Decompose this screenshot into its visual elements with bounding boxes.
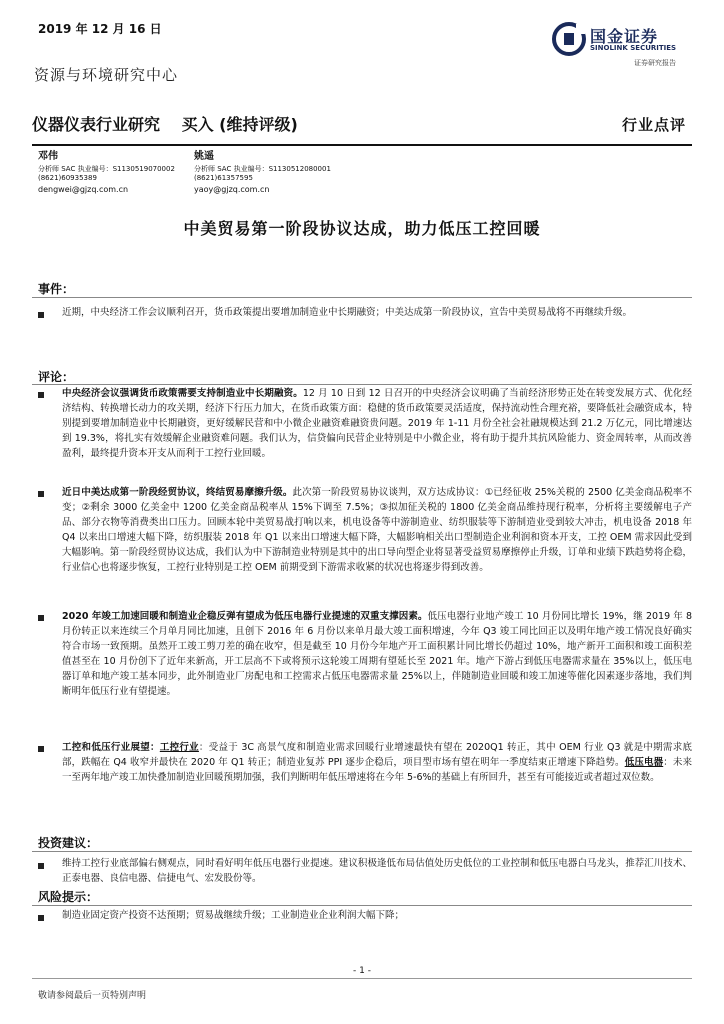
- comment-para-4: [62, 740, 692, 785]
- event-text: 近期，中央经济工作会议顺利召开，货币政策提出要增加制造业中长期融资；中美达成第一阶段协议，宣告中美贸易战将不再继续升级。: [62, 307, 633, 318]
- para-lead: 中央经济会议强调货币政策需要支持制造业中长期融资。: [62, 388, 303, 399]
- analyst-cert: 分析师 SAC 执业编号：S1130519070002: [38, 165, 175, 173]
- risk-title: 风险提示：: [38, 890, 99, 904]
- analyst-phone: (8621)60935389: [38, 174, 97, 182]
- report-type: 行业点评: [621, 116, 686, 134]
- comment-title: 评论：: [38, 370, 75, 384]
- comment-para-1: [62, 386, 692, 461]
- comment-para-3: [62, 609, 692, 699]
- analyst-email[interactable]: dengwei@gjzq.com.cn: [38, 185, 129, 194]
- para-sub-lead: 工控行业: [159, 742, 199, 753]
- bullet-icon: [38, 615, 44, 621]
- analyst-1: [38, 152, 175, 194]
- title-divider: [32, 144, 692, 146]
- analyst-2: [194, 152, 331, 194]
- logo-mark-icon: [552, 22, 586, 56]
- logo-chinese: 国金证券: [590, 27, 659, 46]
- invest-title: 投资建议：: [38, 836, 99, 850]
- logo-subtitle: 证券研究报告: [634, 59, 676, 67]
- para-body: 低压电器行业地产竣工 10 月份同比增长 19%，继 2019 年 8 月份转正以来连续三个月单月同比加速，且创下 2016 年 6 月份以来单月最大竣工面积增速，今年 Q3 竣工同比回正以及明年地产竣工情况良好确实符合市场一致预期。虽然开工竣工剪刀差的确在收窄，但是截至 10 月份今年地产开工面积累计同比增长仍超过 10%，地产新开工面积和竣工面积差值甚至在 10 月份创下了近年来新高，开工层高不下或将预示这轮竣工周期有望延长至 2021 年。地产下游占到低压电器需求量在 35%以上，低压电器订单和地产竣工基本同步，此外制造业厂房配电和工控需求占低压电器需求量 25%以上，伴随制造业回暖和竣工加速等催化因素逐步落地，我们判断明年低压行业有望提速。: [62, 611, 692, 697]
- analyst-email[interactable]: yaoy@gjzq.com.cn: [194, 185, 270, 194]
- page-number: - 1 -: [340, 966, 384, 976]
- section-divider: [32, 384, 692, 385]
- section-divider: [32, 905, 692, 906]
- analyst-cert: 分析师 SAC 执业编号：S1130512080001: [194, 165, 331, 173]
- para-body: ：未来一至两年地产竣工加快叠加制造业回暖预期加强，我们判断明年低压增速将在今年 5-6%的基础上有所回升，甚至有可能接近或者超过双位数。: [62, 757, 692, 783]
- company-logo: [552, 22, 702, 68]
- section-divider: [32, 297, 692, 298]
- logo-english: SINOLINK SECURITIES: [590, 44, 677, 52]
- analyst-phone: (8621)61357595: [194, 174, 253, 182]
- section-divider: [32, 851, 692, 852]
- bullet-icon: [38, 863, 44, 869]
- comment-para-2: [62, 485, 692, 575]
- risk-text: 制造业固定资产投资不达预期；贸易战继续升级；工业制造业企业利润大幅下降；: [62, 910, 405, 921]
- footer-divider: [32, 978, 692, 979]
- bullet-icon: [38, 312, 44, 318]
- bullet-icon: [38, 746, 44, 752]
- para-lead: 近日中美达成第一阶段经贸协议，终结贸易摩擦升级。: [62, 487, 293, 498]
- para-sub-lead: 低压电器: [624, 757, 664, 768]
- bullet-icon: [38, 392, 44, 398]
- industry-rating: 仪器仪表行业研究 买入 (维持评级): [32, 115, 298, 134]
- para-lead: 2020 年竣工加速回暖和制造业企稳反弹有望成为低压电器行业提速的双重支撑因素。: [62, 611, 428, 622]
- para-body: ：受益于 3C 高景气度和制造业需求回暖行业增速最快有望在 2020Q1 转正，其中 OEM 行业 Q3 就是中期需求底部，跌幅在 Q4 收窄并最快在 2020 年 Q1 转正；制造业复苏 PPI 逐步企稳后，项目型市场有望在明年一季度结束正增速下降趋势。: [62, 742, 692, 768]
- report-headline: 中美贸易第一阶段协议达成，助力低压工控回暖: [183, 219, 541, 238]
- para-lead: 工控和低压行业展望：: [62, 742, 160, 753]
- research-center: 资源与环境研究中心: [34, 66, 179, 84]
- report-date: 2019 年 12 月 16 日: [38, 22, 162, 36]
- para-body: 此次第一阶段贸易协议谈判，双方达成协议：①已经征收 25%关税的 2500 亿美金商品税率不变；②剩余 3000 亿美金中 1200 亿美金商品税率从 15%下调至 7.5%；③拟加征关税的 1800 亿美金商品维持现行税率，分析将主要缓解电子产品、部分衣物等消费类出口压力。回顾本轮中美贸易战打响以来，机电设备等中游制造业、纺织服装等下游制造业受到较大冲击，机电设备 2018 年 Q4 以来出口增速大幅下降，纺织服装 2018 年 Q1 以来出口增速大幅下降，大幅影响相关出口型制造企业利润和资本开支，工控 OEM 需求因此受到大幅影响。第一阶段经贸协议达成，我们认为中下游制造业特别是其中的出口导向型企业将显著受益贸易摩擦停止升级，订单和业绩下跌趋势将企稳，行业信心也将逐步恢复，工控行业特别是工控 OEM 前期受到下游需求收紧的状况也将逐步得到改善。: [62, 487, 692, 573]
- event-title: 事件：: [38, 282, 75, 296]
- analyst-name: 姚遥: [194, 151, 214, 162]
- bullet-icon: [38, 915, 44, 921]
- disclaimer-note: 敬请参阅最后一页特别声明: [38, 991, 147, 1001]
- bullet-icon: [38, 491, 44, 497]
- para-body: 12 月 10 日到 12 日召开的中央经济会议明确了当前经济形势正处在转变发展方式、优化经济结构、转换增长动力的攻关期，经济下行压力加大，在货币政策方面：稳健的货币政策要灵活适度，保持流动性合理充裕，要降低社会融资成本，特别提到要增加制造业中长期融资，更好缓解民营和中小微企业融资难融资贵问题。2019 年 1-11 月份全社会社融规模达到 21.2 万亿元，同比增速达到 19.3%，将扎实有效缓解企业融资难问题。我们认为，信贷偏向民营企业特别是中小微企业，将有助于提升其抗风险能力、资金周转率，从而改善盈利，最终提升资本开支从而利于工控行业回暖。: [62, 388, 692, 459]
- invest-text: 维持工控行业底部偏右侧观点，同时看好明年低压电器行业提速。建议积极逢低布局估值处历史低位的工业控制和低压电器白马龙头，推荐汇川技术、正泰电器、良信电器、信捷电气、宏发股份等。: [62, 858, 692, 884]
- analyst-name: 邓伟: [38, 151, 58, 162]
